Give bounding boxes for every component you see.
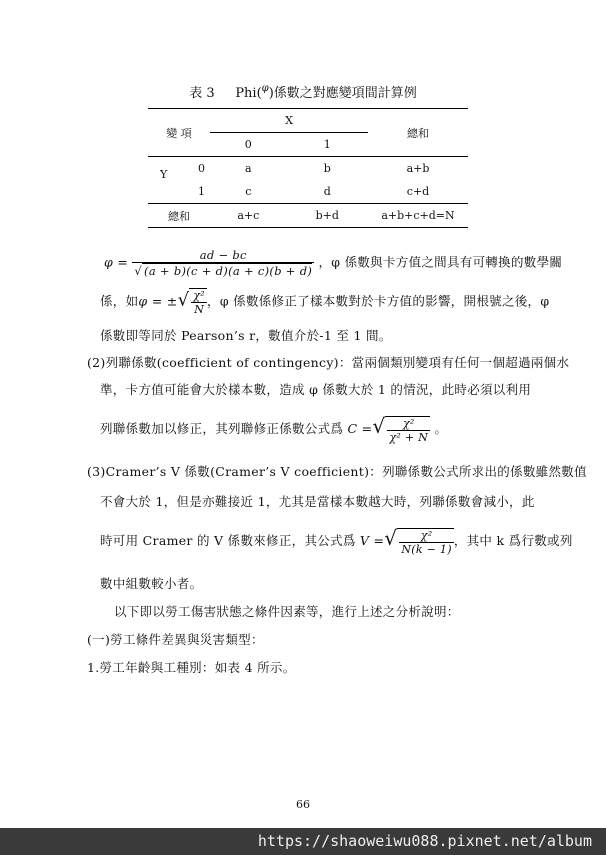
cell-cd: c+d xyxy=(406,185,430,198)
sec2-line1: (2)列聯係數(coefficient of contingency)：當兩個類別變項有任何一個超過兩個水 xyxy=(87,355,570,370)
c-fraction xyxy=(385,416,430,444)
sec3-line1: (3)Cramer’s V 係數(Cramer’s V coefficient)：列聯係數公式所求出的係數雖然數值 xyxy=(87,464,587,479)
v-eq: V = xyxy=(359,533,385,548)
y-label: Y xyxy=(160,168,168,181)
line2 xyxy=(100,288,549,316)
cell-d: d xyxy=(323,185,331,198)
table-caption xyxy=(0,82,606,101)
cell-b: b xyxy=(323,162,331,175)
caption-title-b: )係數之對應變項間計算例 xyxy=(268,86,417,101)
v-fraction xyxy=(397,528,453,556)
y-row0 xyxy=(148,157,210,181)
y-row1 xyxy=(148,168,210,204)
line2-b: ，φ 係數係修正了樣本數對於卡方值的影響，開根號之後，φ xyxy=(207,293,550,309)
cell-a: a xyxy=(245,162,252,175)
phi-lhs: φ = xyxy=(104,254,129,270)
para-intro: 以下即以勞工傷害狀態之條件因素等，進行上述之分析說明： xyxy=(114,604,460,619)
para-heading: (一)勞工條件差異與災害類型： xyxy=(87,632,264,647)
line3: 係數即等同於 Pearson’s r，數值介於-1 至 1 間。 xyxy=(100,328,392,343)
sec2-line2: 準，卡方值可能會大於樣本數，造成 φ 係數大於 1 的情況，此時必須以利用 xyxy=(100,382,532,397)
total-c0: a+c xyxy=(210,204,287,228)
sec2-line3 xyxy=(100,414,447,444)
cell-c: c xyxy=(245,185,252,198)
sec3-line3a: 時可用 Cramer 的 V 係數來修正，其公式爲 xyxy=(100,533,356,548)
sqrt-symbol: √ xyxy=(177,289,190,311)
col1-header: 1 xyxy=(287,133,368,157)
formula-phi-line xyxy=(104,248,562,278)
v-den: N(k − 1) xyxy=(401,542,452,556)
c-num: χ² xyxy=(387,417,430,431)
line2-a: 係，如 xyxy=(100,293,139,309)
totals-label: 總和 xyxy=(148,204,210,228)
sec3-line3 xyxy=(100,526,573,556)
watermark-url: https://shaoweiwu088.pixnet.net/album xyxy=(257,832,592,850)
phi-denominator: (a + b)(c + d)(a + c)(b + d) xyxy=(144,264,313,278)
var-header: 變 項 xyxy=(148,109,210,157)
row0-label: 0 xyxy=(198,162,205,175)
phi-numerator: ad − bc xyxy=(132,248,314,263)
c-den: χ² + N xyxy=(389,430,429,444)
v-num: χ² xyxy=(399,529,453,543)
sec2-line3a: 列聯係數加以修正，其列聯修正係數公式爲 xyxy=(100,421,344,436)
n-den: N xyxy=(194,303,205,316)
sqrt-symbol: √ xyxy=(372,414,386,438)
caption-phi: φ xyxy=(261,83,269,94)
phi-fraction xyxy=(132,248,314,278)
col0-header: 0 xyxy=(210,133,287,157)
phi-table xyxy=(148,108,468,228)
sec3-line3b: ，其中 k 爲行數或列 xyxy=(453,533,573,548)
phi-eq: φ = ± xyxy=(138,293,178,309)
sec3-line2: 不會大於 1，但是亦難接近 1，尤其是當樣本數越大時，列聯係數會減小，此 xyxy=(100,494,535,509)
total-c1: b+d xyxy=(287,204,368,228)
cell-ab: a+b xyxy=(406,162,430,175)
sec2-line3b: 。 xyxy=(434,421,448,436)
sec3-line4: 數中組數較小者。 xyxy=(100,576,203,591)
watermark-bar xyxy=(0,828,606,855)
page-number: 66 xyxy=(296,798,310,811)
formula1-text: ，φ 係數與卡方值之間具有可轉換的數學關 xyxy=(318,254,563,270)
para-item: 1.勞工年齡與工種別：如表 4 所示。 xyxy=(87,660,296,675)
row1-label: 1 xyxy=(198,185,205,198)
caption-prefix: 表 3 xyxy=(189,86,215,101)
sqrt-symbol: √ xyxy=(384,526,398,550)
x-header: X xyxy=(210,109,368,133)
total-all: a+b+c+d=N xyxy=(368,204,468,228)
c-eq: C = xyxy=(347,421,373,436)
sqrt-symbol: √ xyxy=(134,264,143,278)
total-header: 總和 xyxy=(368,109,468,157)
chi-over-n xyxy=(189,288,207,316)
caption-title-a: Phi( xyxy=(235,86,262,101)
chi-num: χ² xyxy=(193,289,206,302)
